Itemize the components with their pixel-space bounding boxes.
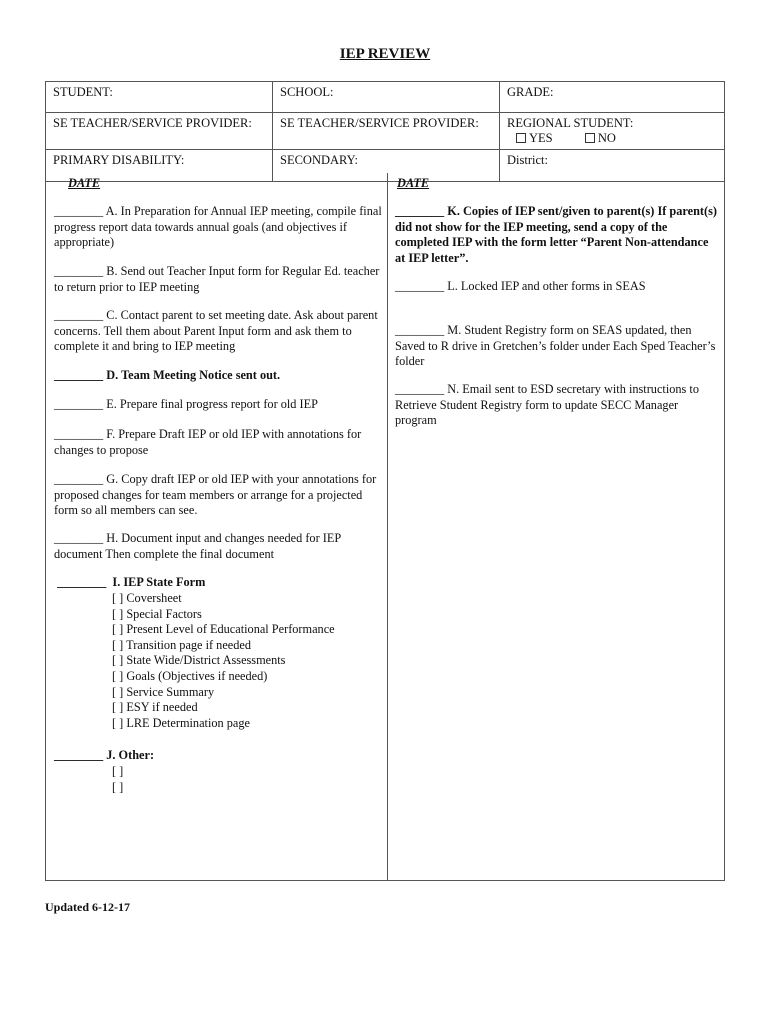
checklist-item[interactable]: [ ] Service Summary [112,684,215,699]
page-title: IEP REVIEW [339,46,431,62]
right-date-header: DATE [397,176,430,190]
district-field[interactable]: District: [500,150,725,182]
checklist-item[interactable]: [ ] Coversheet [112,591,182,605]
checklist-item[interactable]: [ ] Special Factors [112,606,202,621]
item-n: ________ N. Email sent to ESD secretary with instructions to Retrieve Student Registry form to update SECC Manager program [395,382,699,428]
item-g: ________ G. Copy draft IEP or old IEP with your annotations for proposed changes for team members or arrange for a projected form so all members can see. [54,472,377,518]
yes-checkbox[interactable] [516,133,526,143]
checklist-item[interactable]: [ ] [112,779,124,794]
item-c: ________ C. Contact parent to set meeting date. Ask about parent concerns. Tell them about Parent Input form and ask them to complete it and bring to IEP meeting [54,308,378,354]
checklist-item[interactable]: [ ] ESY if needed [112,700,198,715]
left-date-header: DATE [68,176,101,190]
updated-date: Updated 6-12-17 [45,900,131,914]
primary-disability-field[interactable]: PRIMARY DISABILITY: [46,150,273,182]
item-m: ________ M. Student Registry form on SEAS updated, then Saved to R drive in Gretchen’s folder under Each Sped Teacher’s folder [395,323,716,369]
no-label: NO [597,131,616,145]
checklist-panel [45,173,725,881]
item-a: ________ A. In Preparation for Annual IEP meeting, compile final progress report data towards annual goals (and objectives if appropriate) [54,204,382,250]
item-j-heading: ________ J. Other: [54,748,155,762]
se-teacher-field-2[interactable]: SE TEACHER/SERVICE PROVIDER: [273,113,500,150]
se-teacher-field-1[interactable]: SE TEACHER/SERVICE PROVIDER: [46,113,273,150]
no-checkbox[interactable] [585,133,595,143]
item-e: ________ E. Prepare final progress report for old IEP [54,397,318,411]
item-k: ________ K. Copies of IEP sent/given to parent(s) If parent(s) did not show for the IEP meeting, send a copy of the completed IEP with the form letter “Parent Non-attendance at IEP letter”. [395,204,717,265]
regional-student-cell [500,113,725,150]
regional-student-options [507,131,717,146]
checklist-item[interactable]: [ ] State Wide/District Assessments [112,653,286,668]
student-info-table [45,81,725,182]
checklist-item[interactable]: [ ] LRE Determination page [112,715,250,730]
item-l: ________ L. Locked IEP and other forms in SEAS [395,279,646,293]
secondary-field[interactable]: SECONDARY: [273,150,500,182]
checklist-item[interactable]: [ ] [112,764,124,778]
student-field[interactable]: STUDENT: [46,82,273,113]
state-form-checklist [54,591,440,731]
other-checklist [54,764,440,795]
regional-student-label: REGIONAL STUDENT: [507,116,634,130]
item-i-heading: ________ I. IEP State Form [54,575,206,589]
grade-field[interactable]: GRADE: [500,82,725,113]
checklist-item[interactable]: [ ] Goals (Objectives if needed) [112,668,268,683]
item-f: ________ F. Prepare Draft IEP or old IEP with annotations for changes to propose [54,427,362,457]
school-field[interactable]: SCHOOL: [273,82,500,113]
checklist-item[interactable]: [ ] Present Level of Educational Performance [112,622,335,637]
item-d: ________ D. Team Meeting Notice sent out. [54,368,281,382]
checklist-item[interactable]: [ ] Transition page if needed [112,637,251,652]
item-b: ________ B. Send out Teacher Input form for Regular Ed. teacher to return prior to IEP meeting [54,264,380,294]
item-h: ________ H. Document input and changes needed for IEP document Then complete the final document [54,531,341,561]
yes-label: YES [529,131,553,145]
